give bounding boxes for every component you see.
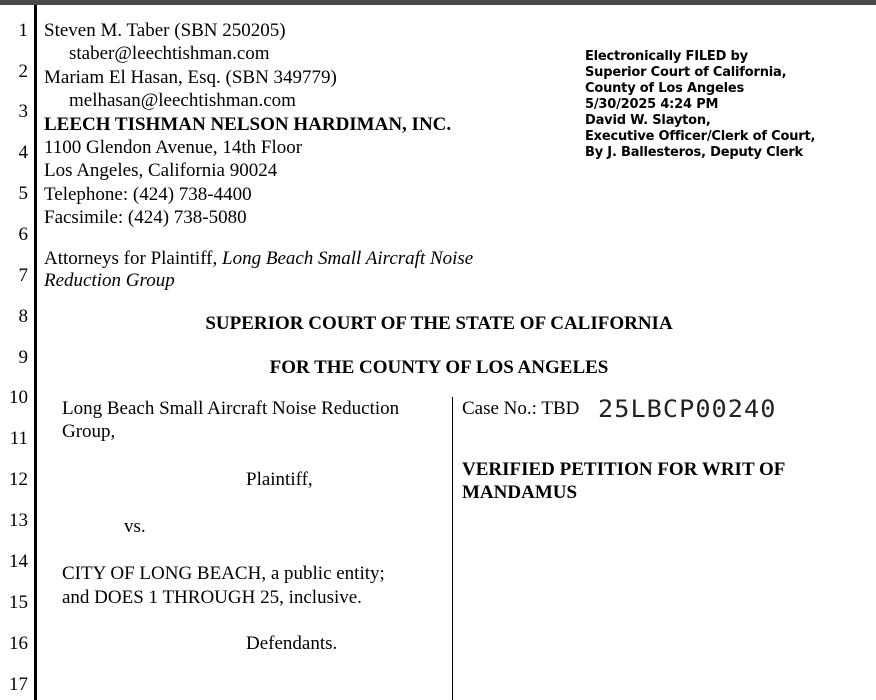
law-firm-name: LEECH TISHMAN NELSON HARDIMAN, INC. [44, 114, 452, 135]
line-number: 2 [18, 61, 28, 82]
line-number: 17 [9, 674, 28, 695]
filing-stamp-line: Electronically FILED by [585, 49, 748, 64]
attorney-email-2: melhasan@leechtishman.com [69, 90, 296, 111]
line-number: 16 [9, 633, 28, 654]
document-title-line-2: MANDAMUS [462, 482, 578, 503]
attorney-email-1: staber@leechtishman.com [69, 43, 270, 64]
line-number: 8 [18, 306, 28, 327]
filing-stamp-line: Superior Court of California, [585, 65, 787, 80]
defendant-name-line-2: and DOES 1 THROUGH 25, inclusive. [62, 587, 362, 608]
line-number: 9 [18, 347, 28, 368]
line-number: 14 [9, 551, 28, 572]
line-number: 15 [9, 592, 28, 613]
firm-telephone: Telephone: (424) 738-4400 [44, 184, 252, 205]
line-number: 6 [18, 224, 28, 245]
caption-divider [452, 397, 453, 700]
pleading-margin-line [34, 5, 37, 700]
attorneys-for-line [44, 248, 473, 270]
attorneys-for-label: Attorneys for Plaintiff, [44, 248, 223, 269]
line-number: 3 [18, 101, 28, 122]
line-number: 4 [18, 142, 28, 163]
filing-stamp-line: Executive Officer/Clerk of Court, [585, 129, 816, 144]
line-number: 11 [9, 428, 28, 449]
line-number: 5 [18, 183, 28, 204]
line-number: 13 [9, 510, 28, 531]
plaintiff-name-line-1: Long Beach Small Aircraft Noise Reduction [62, 398, 400, 419]
client-name-line-2: Reduction Group [44, 270, 175, 291]
line-number: 12 [9, 469, 28, 490]
plaintiff-name-line-2: Group, [62, 421, 116, 442]
line-number: 7 [18, 265, 28, 286]
filing-stamp-line: 5/30/2025 4:24 PM [585, 97, 719, 112]
document-title-line-1: VERIFIED PETITION FOR WRIT OF [462, 459, 786, 480]
filing-stamp-line: By J. Ballesteros, Deputy Clerk [585, 145, 803, 160]
filing-stamp-line: David W. Slayton, [585, 113, 711, 128]
attorney-name-2: Mariam El Hasan, Esq. (SBN 349779) [44, 67, 337, 88]
versus-label: vs. [124, 516, 146, 537]
firm-address-2: Los Angeles, California 90024 [44, 160, 278, 181]
filing-stamp-line: County of Los Angeles [585, 81, 745, 96]
defendant-name-line-1: CITY OF LONG BEACH, a public entity; [62, 563, 385, 584]
firm-facsimile: Facsimile: (424) 738-5080 [44, 207, 247, 228]
attorney-name-1: Steven M. Taber (SBN 250205) [44, 20, 286, 41]
plaintiff-role: Plaintiff, [246, 469, 313, 490]
case-number-label: Case No.: TBD [462, 398, 580, 419]
line-number: 10 [9, 387, 28, 408]
electronic-filing-stamp [585, 49, 815, 161]
case-number-stamp: 25LBCP00240 [598, 395, 777, 423]
defendant-role: Defendants. [246, 633, 338, 654]
court-title: SUPERIOR COURT OF THE STATE OF CALIFORNIA [205, 313, 673, 334]
firm-address-1: 1100 Glendon Avenue, 14th Floor [44, 137, 303, 158]
document-top-border [0, 0, 876, 5]
line-number: 1 [18, 20, 28, 41]
court-county: FOR THE COUNTY OF LOS ANGELES [269, 357, 609, 378]
client-name-line-1: Long Beach Small Aircraft Noise [222, 248, 474, 269]
